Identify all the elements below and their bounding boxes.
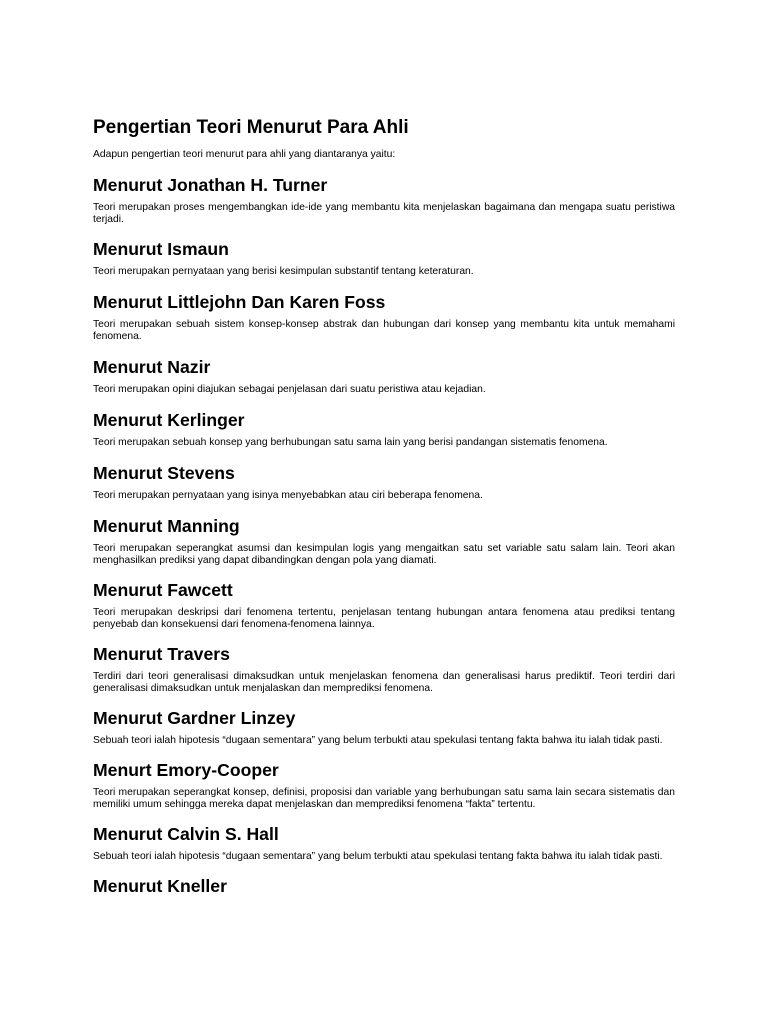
section-heading: Menurut Kneller: [93, 876, 227, 896]
section-heading: Menurut Ismaun: [93, 239, 229, 259]
section-text: Teori merupakan sebuah konsep yang berhubungan satu sama lain yang berisi pandangan sistematis fenomena.: [93, 437, 608, 448]
section-fawcett: [93, 579, 675, 631]
section-heading: Menurt Emory-Cooper: [93, 760, 279, 780]
section-nazir: [93, 356, 675, 396]
section-text: Teori merupakan pernyataan yang berisi kesimpulan substantif tentang keteraturan.: [93, 266, 474, 277]
section-heading: Menurut Travers: [93, 644, 230, 664]
section-gardner-linzey: [93, 707, 675, 747]
section-emory-cooper: [93, 759, 675, 811]
section-manning: [93, 515, 675, 567]
section-heading: Menurut Calvin S. Hall: [93, 824, 279, 844]
section-text: Sebuah teori ialah hipotesis “dugaan sementara” yang belum terbukti atau spekulasi tentang fakta bahwa itu ialah tidak pasti.: [93, 735, 663, 746]
section-text: Teori merupakan seperangkat konsep, definisi, proposisi dan variable yang berhubungan satu sama lain secara sistematis dan memiliki umum sehingga mereka dapat menjelaskan dan memprediksi fenomena “fakta” tertentu.: [93, 787, 675, 810]
section-text: Teori merupakan deskripsi dari fenomena tertentu, penjelasan tentang hubungan antara fenomena atau prediksi tentang penyebab dan konsekuensi dari fenomena-fenomena lainnya.: [93, 607, 675, 630]
section-calvin-hall: [93, 823, 675, 863]
section-text: Sebuah teori ialah hipotesis “dugaan sementara” yang belum terbukti atau spekulasi tentang fakta bahwa itu ialah tidak pasti.: [93, 851, 663, 862]
intro-paragraph: Adapun pengertian teori menurut para ahli yang diantaranya yaitu:: [93, 149, 396, 160]
section-text: Terdiri dari teori generalisasi dimaksudkan untuk menjelaskan fenomena dan generalisasi harus prediktif. Teori terdiri dari generalisasi dimaksudkan untuk menjalaskan dan memprediksi fenomena.: [93, 671, 675, 694]
section-heading: Menurut Kerlinger: [93, 410, 245, 430]
section-stevens: [93, 462, 675, 502]
section-travers: [93, 643, 675, 695]
section-kerlinger: [93, 409, 675, 449]
section-heading: Menurut Nazir: [93, 357, 211, 377]
section-ismaun: [93, 238, 675, 278]
section-jonathan-turner: [93, 174, 675, 226]
section-heading: Menurut Fawcett: [93, 580, 233, 600]
section-text: Teori merupakan opini diajukan sebagai penjelasan dari suatu peristiwa atau kejadian.: [93, 384, 486, 395]
document-page: [93, 116, 675, 903]
document-title: Pengertian Teori Menurut Para Ahli: [93, 117, 409, 138]
section-text: Teori merupakan sebuah sistem konsep-konsep abstrak dan hubungan dari konsep yang membantu kita untuk memahami fenomena.: [93, 319, 675, 342]
section-text: Teori merupakan seperangkat asumsi dan kesimpulan logis yang mengaitkan satu set variable satu salam lain. Teori akan menghasilkan prediksi yang dapat dibandingkan dengan pola yang diamati.: [93, 543, 675, 566]
section-heading: Menurut Stevens: [93, 463, 235, 483]
section-text: Teori merupakan pernyataan yang isinya menyebabkan atau ciri beberapa fenomena.: [93, 490, 483, 501]
section-heading: Menurut Gardner Linzey: [93, 708, 296, 728]
section-heading: Menurut Manning: [93, 516, 240, 536]
section-heading: Menurut Jonathan H. Turner: [93, 175, 328, 195]
section-kneller: [93, 875, 675, 897]
section-heading: Menurut Littlejohn Dan Karen Foss: [93, 292, 386, 312]
section-littlejohn-foss: [93, 291, 675, 343]
section-text: Teori merupakan proses mengembangkan ide-ide yang membantu kita menjelaskan bagaimana dan mengapa suatu peristiwa terjadi.: [93, 202, 675, 225]
